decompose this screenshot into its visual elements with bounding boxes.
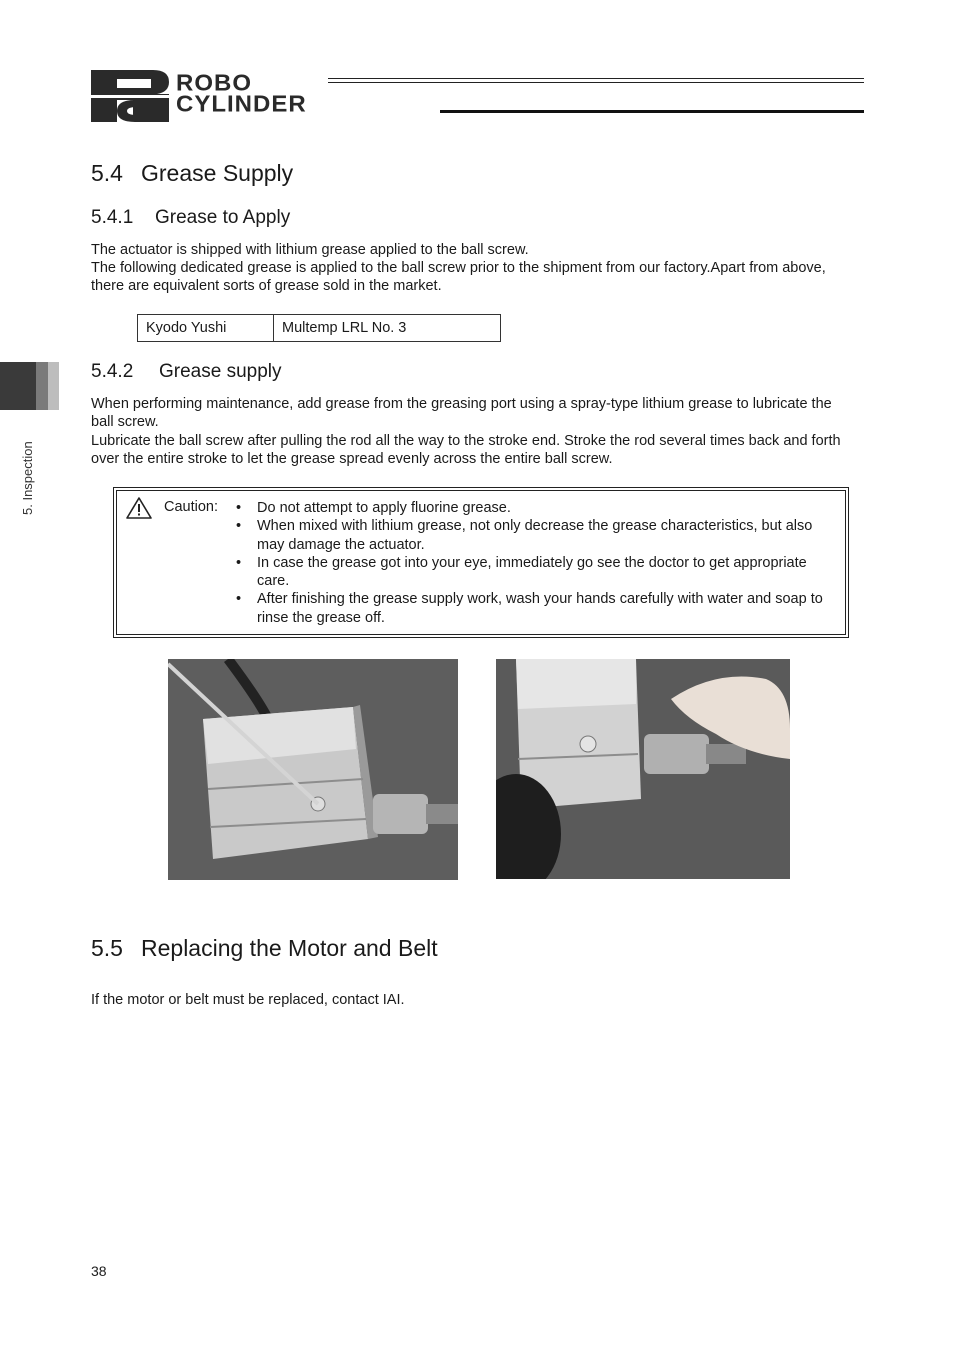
subsection-heading [91,361,282,383]
subsection-title: Grease supply [159,361,282,382]
list-item: • Do not attempt to apply fluorine grease. [236,499,838,517]
page-number: 38 [91,1263,107,1279]
section-title: Replacing the Motor and Belt [141,935,438,961]
list-item: • After finishing the grease supply work, wash your hands carefully with water and soap to rinse the grease off. [236,590,838,627]
header-rule-thin [328,78,864,79]
header-rule-thick [440,110,864,113]
subsection-heading [91,207,290,229]
rc-logo-mark [91,70,169,122]
section-number: 5.5 [91,935,123,961]
subsection-number: 5.4.2 [91,361,134,382]
list-item: • When mixed with lithium grease, not only decrease the grease characteristics, but also may damage the actuator. [236,517,838,554]
paragraph: If the motor or belt must be replaced, contact IAI. [91,992,405,1008]
caution-label: Caution: [164,499,219,515]
list-item: • In case the grease got into your eye, immediately go see the doctor to get appropriate care. [236,554,838,591]
logo-wordmark [176,70,307,118]
chapter-tab-marker [0,362,36,410]
logo-line-robo: ROBO [176,70,252,97]
subsection-number: 5.4.1 [91,207,134,228]
paragraph: The actuator is shipped with lithium grease applied to the ball screw. [91,242,529,258]
section-title: Grease Supply [141,160,294,186]
warning-triangle-icon [126,497,152,519]
table-row [138,315,501,342]
table-cell-product: Multemp LRL No. 3 [274,315,501,342]
paragraph: The following dedicated grease is applied to the ball screw prior to the shipment from our factory.Apart from above, there are equivalent sorts of grease sold in the market. [91,260,826,294]
section-heading [91,935,438,962]
chapter-tab-marker [48,362,59,410]
header-rule-thin [328,82,864,83]
grease-application-photo [496,659,790,879]
logo-line-cylinder: CYLINDER [176,91,307,118]
section-heading [91,160,293,187]
subsection-title: Grease to Apply [155,207,291,228]
caution-list [236,499,838,627]
chapter-tab-marker [36,362,48,410]
paragraph: Lubricate the ball screw after pulling the rod all the way to the stroke end. Stroke the rod several times back and forth over the entire stroke to let the grease spread evenly across the entire ball screw. [91,433,841,467]
table-cell-maker: Kyodo Yushi [138,315,274,342]
chapter-tab-label: 5. Inspection [20,441,35,515]
grease-port-photo [168,659,458,880]
grease-table [137,314,501,342]
paragraph: When performing maintenance, add grease from the greasing port using a spray-type lithium grease to lubricate the ball screw. [91,396,832,430]
section-number: 5.4 [91,160,123,186]
